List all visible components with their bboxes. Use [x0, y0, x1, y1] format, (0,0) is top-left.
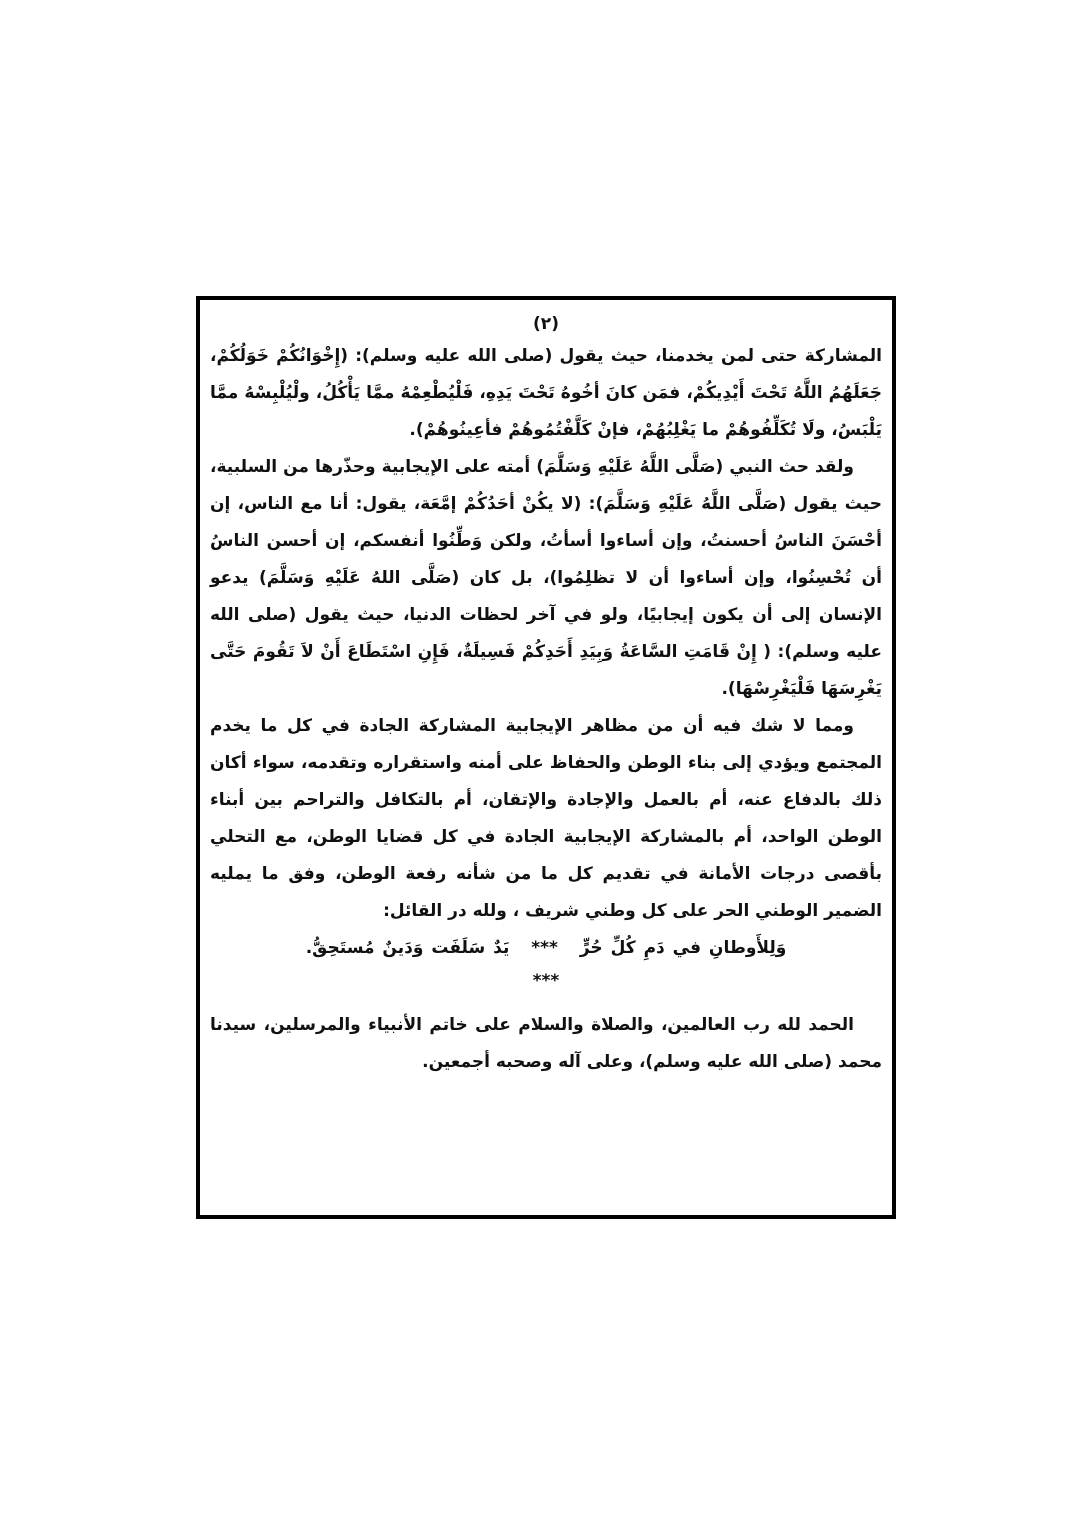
verse-second-hemistich: يَدٌ سَلَفَت وَدَينٌ مُستَحِقُّ.	[305, 938, 510, 958]
page-frame	[196, 296, 896, 1219]
poetry-verse	[210, 930, 882, 967]
paragraph-hadith-servants: المشاركة حتى لمن يخدمنا، حيث يقول (صلى الله عليه وسلم): (إِخْوَانُكُمْ خَوَلُكُمْ، جَعَلَهُمُ اللَّهُ تَحْتَ أَيْدِيكُمْ، فمَن كانَ أخُوهُ تَحْتَ يَدِهِ، فَلْيُطْعِمْهُ ممَّا يَأْكُلُ، ولْيُلْبِسْهُ ممَّا يَلْبَسُ، ولَا تُكَلِّفُوهُمْ ما يَغْلِبُهُمْ، فإنْ كَلَّفْتُمُوهُمْ فأعِينُوهُمْ).	[210, 346, 882, 440]
verse-first-hemistich: وَلِلأَوطانِ في دَمِ كُلِّ حُرٍّ	[579, 938, 787, 958]
page-number: (٢)	[533, 314, 559, 334]
closing-paragraph: الحمد لله رب العالمين، والصلاة والسلام على خاتم الأنبياء والمرسلين، سيدنا محمد (صلى الله عليه وسلم)، وعلى آله وصحبه أجمعين.	[210, 1015, 882, 1072]
text-body	[210, 338, 882, 1081]
section-divider: ***	[532, 971, 560, 991]
paragraph-national-participation: ومما لا شك فيه أن من مظاهر الإيجابية المشاركة الجادة في كل ما يخدم المجتمع ويؤدي إلى بناء الوطن والحفاظ على أمنه واستقراره وتقدمه، سواء أكان ذلك بالدفاع عنه، أم بالعمل والإجادة والإتقان، أم بالتكافل والتراحم بين أبناء الوطن الواحد، أم بالمشاركة الإيجابية الجادة في كل قضايا الوطن، مع التحلي بأقصى درجات الأمانة في تقديم كل ما من شأنه رفعة الوطن، وفق ما يمليه الضمير الوطني الحر على كل وطني شريف ، ولله در القائل:	[210, 716, 882, 921]
paragraph-positivity: ولقد حث النبي (صَلَّى اللَّهُ عَلَيْهِ وَسَلَّمَ) أمته على الإيجابية وحذّرها من السلبية، حيث يقول (صَلَّى اللَّهُ عَلَيْهِ وَسَلَّمَ): (لا يكُنْ أحَدُكُمْ إمَّعَة، يقول: أنا مع الناس، إن أحْسَنَ الناسُ أحسنتُ، وإن أساءوا أسأتُ، ولكن وَطِّنُوا أنفسكم، إن أحسن الناسُ أن تُحْسِنُوا، وإن أساءوا أن لا تظلِمُوا)، بل كان (صَلَّى اللهُ عَلَيْهِ وَسَلَّمَ) يدعو الإنسان إلى أن يكون إيجابيًا، ولو في آخر لحظات الدنيا، حيث يقول (صلى الله عليه وسلم): ( إِنْ قَامَتِ السَّاعَةُ وَبِيَدِ أَحَدِكُمْ فَسِيلَةٌ، فَإِنِ اسْتَطَاعَ أَنْ لاَ تَقُومَ حَتَّى يَغْرِسَهَا فَلْيَغْرِسْهَا).	[210, 457, 882, 699]
verse-separator: ***	[531, 938, 558, 958]
